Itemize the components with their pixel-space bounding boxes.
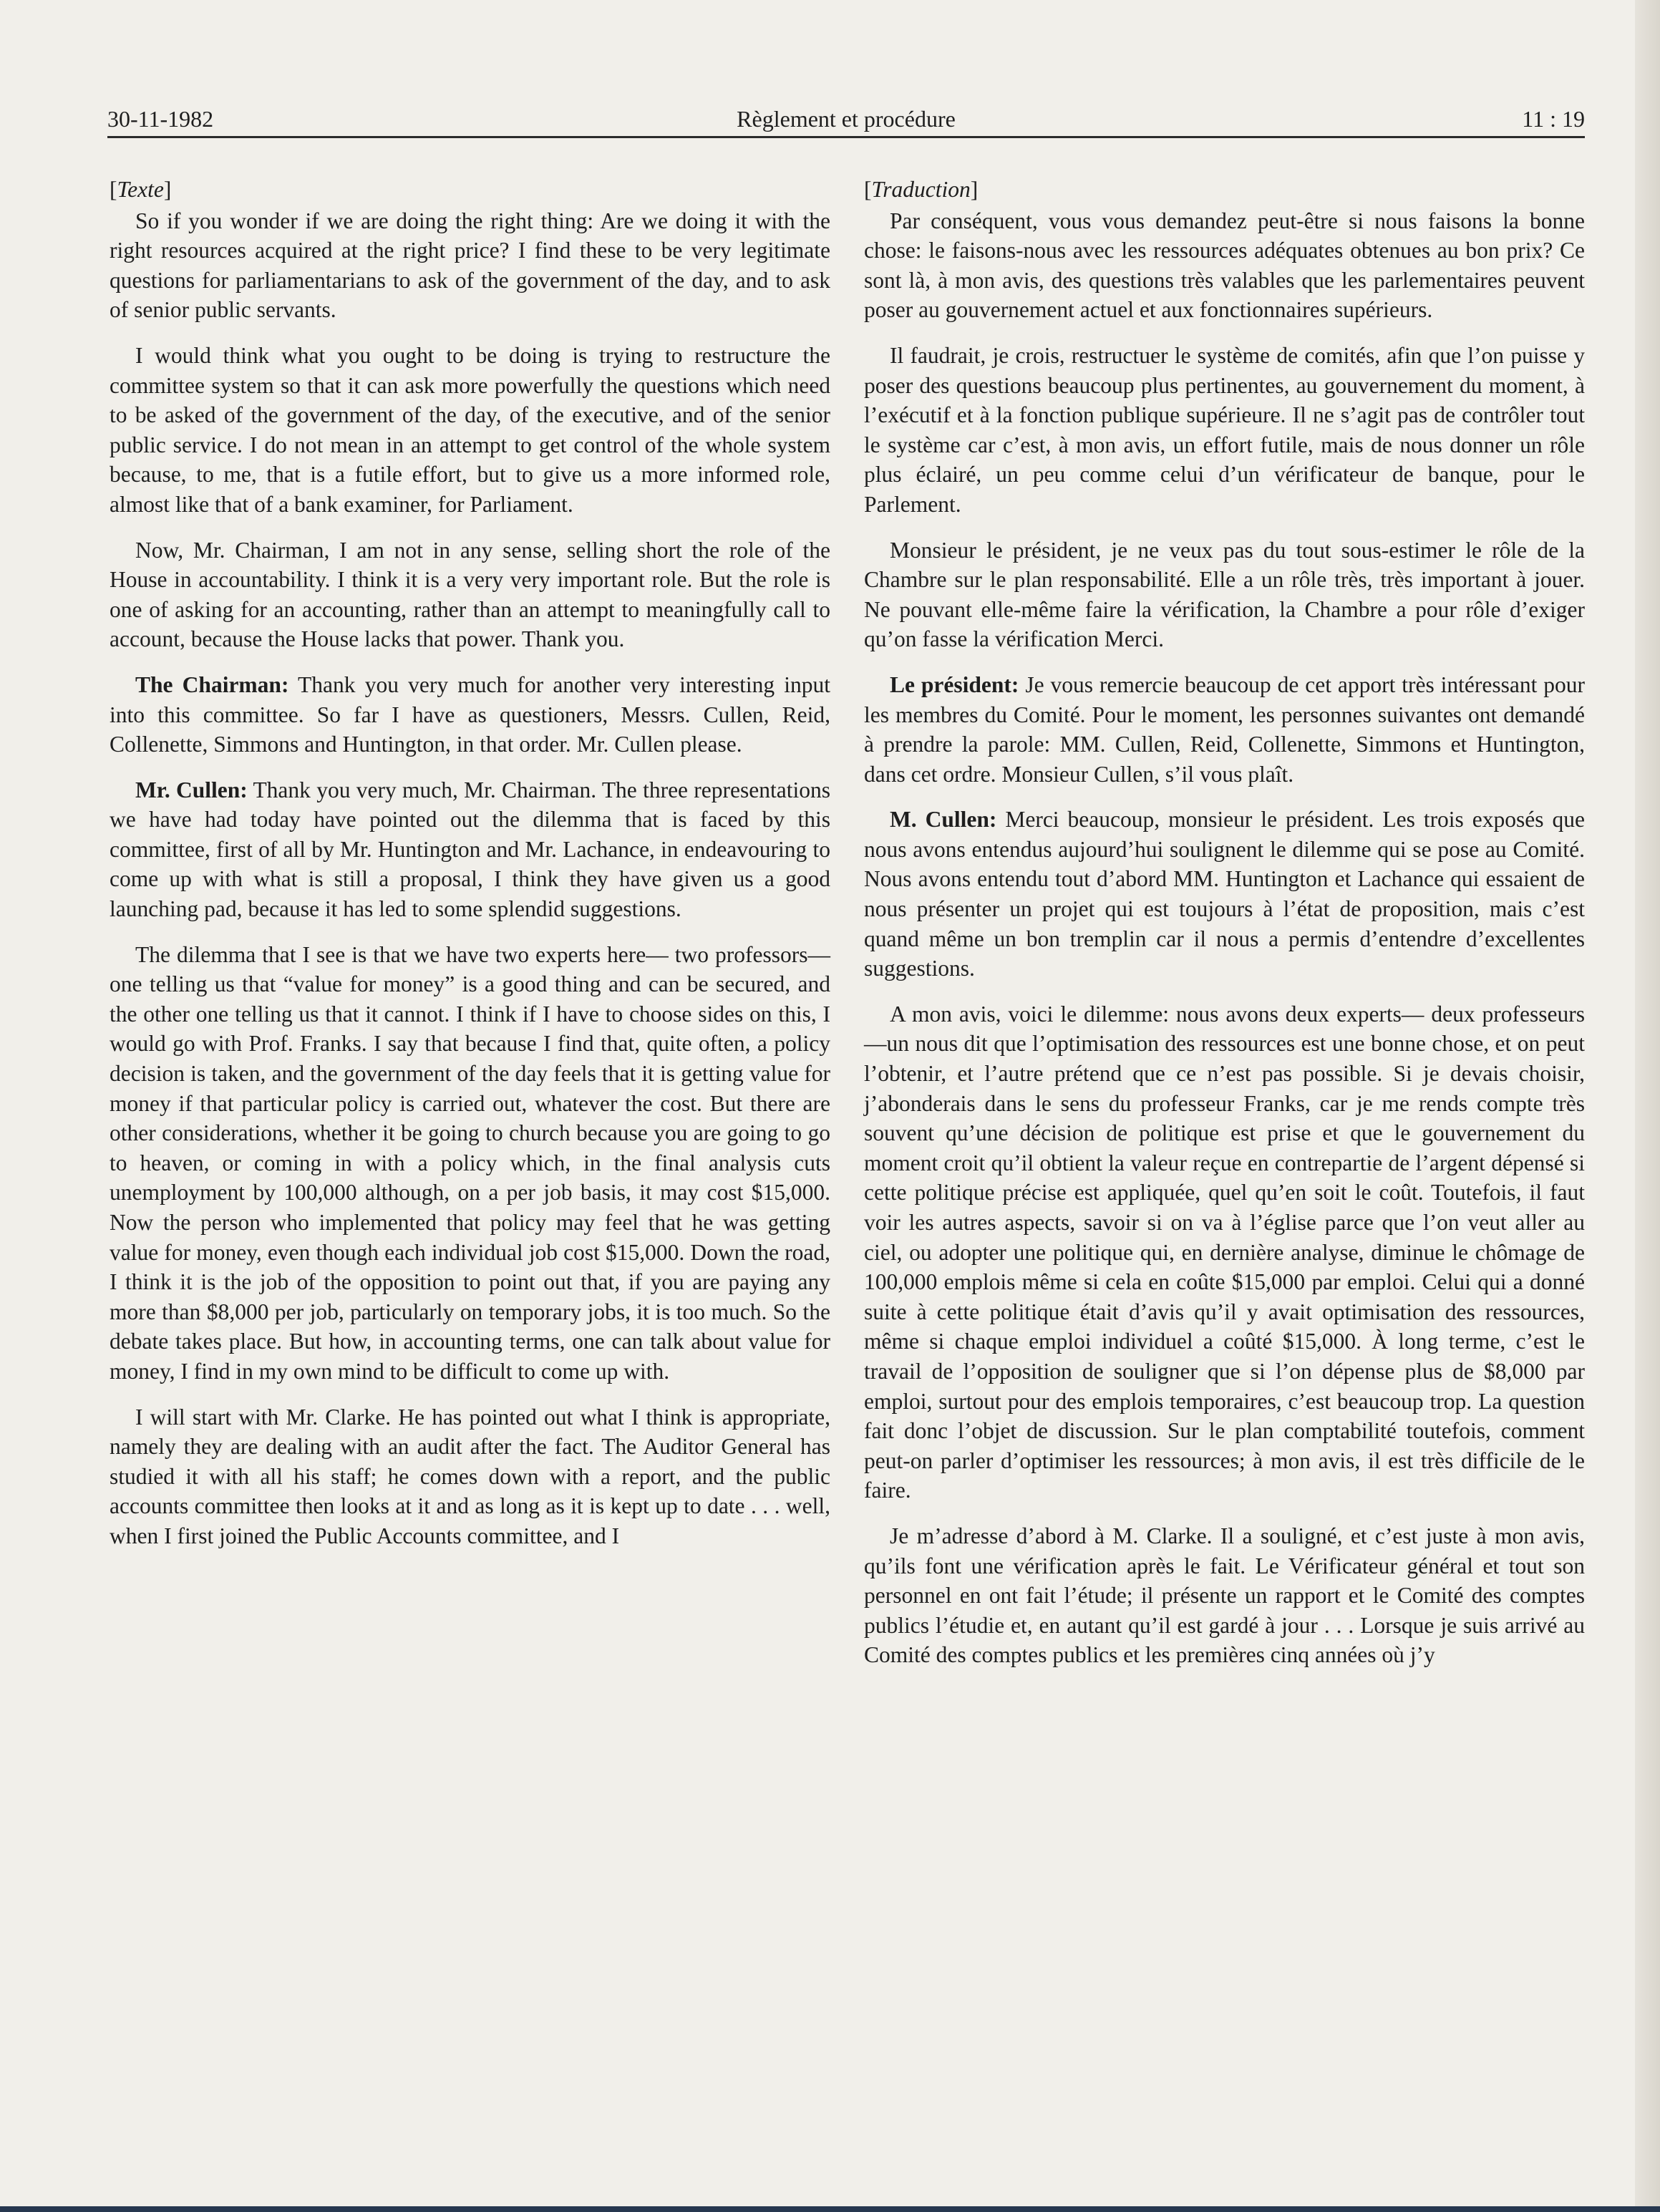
- paragraph: M. Cullen: Merci beaucoup, monsieur le président. Les trois exposés que nous avons entendus aujourd’hui soulignent le dilemme qui se pose au Comité. Nous avons entendu tout d’abord MM. Huntington et Lachance qui essaient de nous présenter un projet qui est toujours à l’état de proposition, mais c’est quand même un bon tremplin car il nous a permis d’entendre d’excellentes suggestions.: [864, 807, 1585, 981]
- speaker-name: Mr. Cullen:: [135, 777, 248, 802]
- paragraph: I will start with Mr. Clarke. He has pointed out what I think is appropriate, namely they are dealing with an audit after the fact. The Auditor General has studied it with all his staff; he comes down with a report, and the public accounts committee then looks at it and as long as it is kept up to date . . . well, when I first joined the Public Accounts committee, and I: [110, 1404, 830, 1548]
- paragraph: Par conséquent, vous vous demandez peut-être si nous faisons la bonne chose: le faisons-nous avec les ressources adéquates obtenues au bon prix? Ce sont là, à mon avis, des questions très valables que les parlementaires peuvent poser au gouvernement actuel et aux fonctionnaires supérieurs.: [864, 208, 1585, 323]
- paragraph: The Chairman: Thank you very much for another very interesting input into this committee. So far I have as questioners, Messrs. Cullen, Reid, Collenette, Simmons and Huntington, in that order. Mr. Cullen please.: [110, 671, 830, 757]
- speaker-name: Le président:: [890, 671, 1019, 697]
- english-column: [110, 175, 830, 1567]
- translation-tag: [Traduction]: [864, 177, 979, 202]
- paragraph: Je m’adresse d’abord à M. Clarke. Il a souligné, et c’est juste à mon avis, qu’ils font une vérification après le fait. Le Vérificateur général et tout son personnel en ont fait l’étude; il présente un rapport et le Comité des comptes publics l’étudie et, en autant qu’il est gardé à jour . . . Lorsque je suis arrivé au Comité des comptes publics et les premières cinq années où j’y: [864, 1523, 1585, 1668]
- paragraph: Now, Mr. Chairman, I am not in any sense, selling short the role of the House in accountability. I think it is a very very important role. But the role is one of asking for an accounting, rather than an attempt to meaningfully call to account, because the House lacks that power. Thank you.: [110, 537, 830, 652]
- paragraph: A mon avis, voici le dilemme: nous avons deux experts— deux professeurs—un nous dit que l’optimisation des ressources est une bonne chose, et on peut l’obtenir, et l’autre prétend que ce n’est pas possible. Si je devais choisir, j’abonderais dans le sens du professeur Franks, car je me rends compte très souvent qu’une décision de politique est prise et que le gouvernement du moment croit qu’il obtient la valeur reçue en contrepartie de l’argent dépensé si cette politique précise est appliquée, quel qu’en soit le coût. Toutefois, il faut voir les autres aspects, savoir si on va à l’église parce que l’on veut aller au ciel, ou adopter une politique qui, en dernière analyse, diminue le chômage de 100,000 emplois même si cela en coûte $15,000 par emploi. Celui qui a donné suite à cette politique était d’avis qu’il y avait optimisation des ressources, même si chaque emploi individuel a coûté $15,000. À long terme, c’est le travail de l’opposition de souligner que si l’on dépense plus de $8,000 par emploi, surtout pour des emplois temporaires, c’est beaucoup trop. La question fait donc l’objet de discussion. Sur le plan comptabilité toutefois, comment peut-on parler d’optimiser les ressources; à mon avis, il est très difficile de le faire.: [864, 1001, 1585, 1503]
- paragraph: Il faudrait, je crois, restructuer le système de comités, afin que l’on puisse y poser des questions beaucoup plus pertinentes, au gouvernement du moment, à l’exécutif et à la fonction publique supérieure. Il ne s’agit pas de contrôler tout le système car c’est, à mon avis, un effort futile, mais de nous donner un rôle plus éclairé, un peu comme celui d’un vérificateur de banque, pour le Parlement.: [864, 342, 1585, 517]
- header-page-number: 11 : 19: [1522, 106, 1585, 132]
- page-header: [107, 105, 1585, 138]
- paragraph: So if you wonder if we are doing the right thing: Are we doing it with the right resources acquired at the right price? I find these to be very legitimate questions for parliamentarians to ask of the government of the day, and to ask of senior public servants.: [110, 208, 830, 323]
- french-column: [864, 175, 1585, 1686]
- speaker-name: The Chairman:: [135, 671, 289, 697]
- paragraph: Mr. Cullen: Thank you very much, Mr. Chairman. The three representations we have had today have pointed out the dilemma that is faced by this committee, first of all by Mr. Huntington and Mr. Lachance, in endeavouring to come up with what is still a proposal, I think they have given us a good launching pad, because it has led to some splendid suggestions.: [110, 777, 830, 922]
- paragraph: The dilemma that I see is that we have two experts here— two professors—one telling us that “value for money” is a good thing and can be secured, and the other one telling us that it cannot. I think if I have to choose sides on this, I would go with Prof. Franks. I say that because I find that, quite often, a policy decision is taken, and the government of the day feels that it is getting value for money if that particular policy is carried out, whatever the cost. But there are other considerations, whether it be going to church because you are going to go to heaven, or coming in with a policy which, in the final analysis cuts unemployment by 100,000 although, on a per job basis, it may cost $15,000. Now the person who implemented that policy may feel that he was getting value for money, even though each individual job cost $15,000. Down the road, I think it is the job of the opposition to point out that, if you are paying any more than $8,000 per job, particularly on temporary jobs, it is too much. So the debate takes place. But how, in accounting terms, one can talk about value for money, I find in my own mind to be difficult to come up with.: [110, 941, 830, 1384]
- header-title: Règlement et procédure: [737, 106, 956, 132]
- text-tag: [Texte]: [110, 177, 172, 202]
- header-date: 30-11-1982: [107, 106, 214, 132]
- paragraph: Le président: Je vous remercie beaucoup de cet apport très intéressant pour les membres du Comité. Pour le moment, les personnes suivantes ont demandé à prendre la parole: MM. Cullen, Reid, Collenette, Simmons et Huntington, dans cet ordre. Monsieur Cullen, s’il vous plaît.: [864, 671, 1585, 787]
- scan-edge: [1635, 0, 1660, 2212]
- paragraph: I would think what you ought to be doing is trying to restructure the committee system so that it can ask more powerfully the questions which need to be asked of the government of the day, of the executive, and of the senior public service. I do not mean in an attempt to get control of the whole system because, to me, that is a futile effort, but to give us a more informed role, almost like that of a bank examiner, for Parliament.: [110, 342, 830, 517]
- speaker-name: M. Cullen:: [890, 807, 997, 833]
- scan-bottom-edge: [0, 2206, 1660, 2212]
- paragraph: Monsieur le président, je ne veux pas du tout sous-estimer le rôle de la Chambre sur le plan responsabilité. Elle a un rôle très, très important à jouer. Ne pouvant elle-même faire la vérification, la Chambre a pour rôle d’exiger qu’on fasse la vérification Merci.: [864, 537, 1585, 652]
